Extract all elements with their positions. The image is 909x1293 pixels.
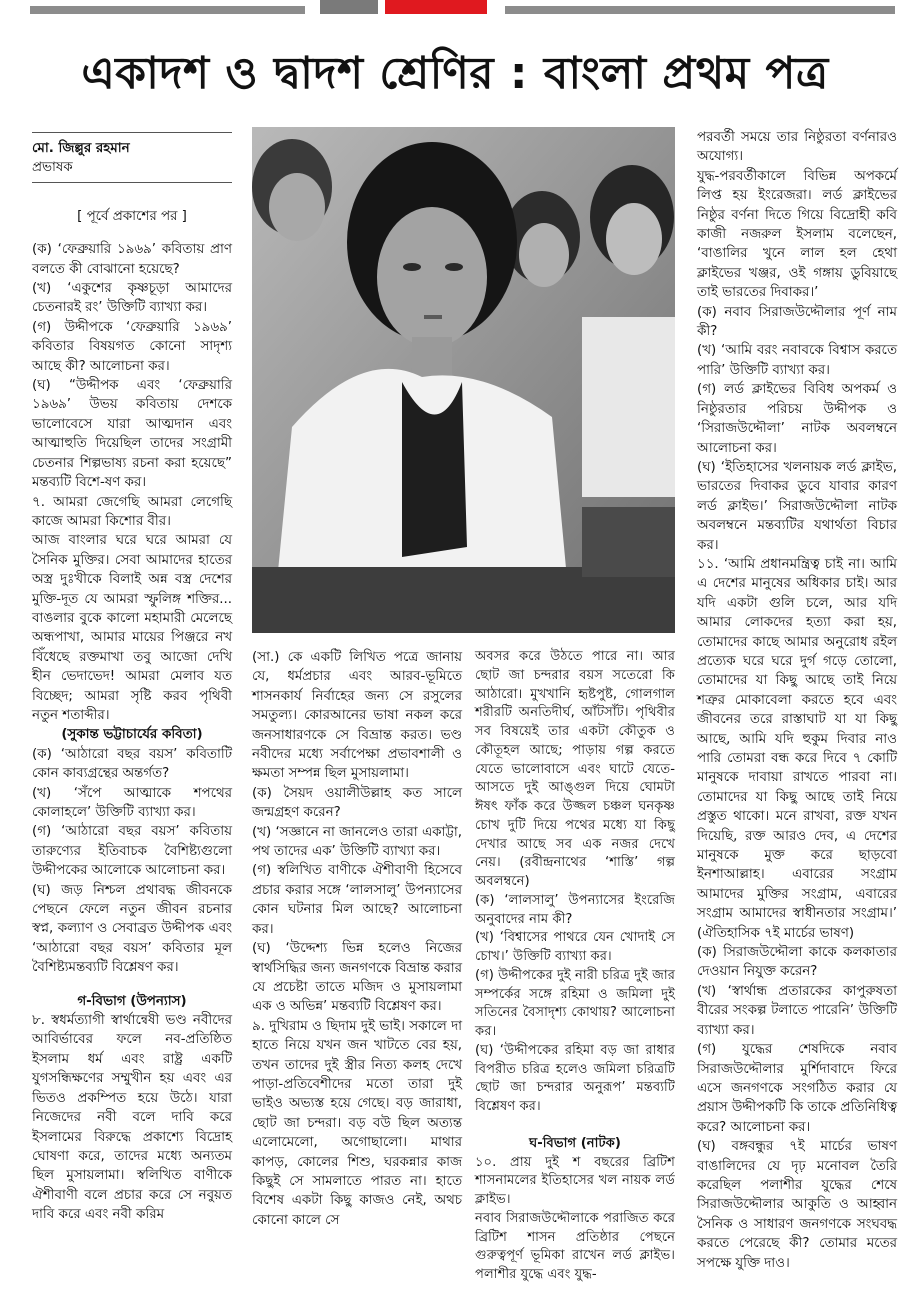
paragraph: ১০. প্রায় দুই শ বছরের ব্রিটিশ শাসনামলের ইতিহাসের খল নায়ক লর্ড ক্লাইভ। <box>475 1154 675 1207</box>
paragraph: (ক) সৈয়দ ওয়ালীউল্লাহ কত সালে জন্মগ্রহণ করেন? <box>252 785 462 821</box>
paragraph: পরবর্তী সময়ে তার নিষ্ঠুরতা বর্ণনারও অযোগ্য। <box>697 130 897 165</box>
paragraph: (খ) ‘বিশ্বাসের পাথরে যেন খোদাই সে চোখ।’ উক্তিটি ব্যাখ্যা কর। <box>475 930 675 964</box>
paragraph: (ঘ) ‘উদ্দীপকের রহিমা বড় জা রাধার বিপরীত চরিত্র হলেও জমিলা চরিত্রটি ছোট জা চন্দরার অনুরূপ’ মন্তব্যটি বিশ্লেষণ কর। <box>475 1042 675 1114</box>
column-2 <box>252 648 462 1230</box>
paragraph: যুদ্ধ-পরবর্তীকালে বিভিন্ন অপকর্মে লিপ্ত হয় ইংরেজরা। লর্ড ক্লাইভের নিষ্ঠুর বর্ণনা দিতে গিয়ে বিদ্রোহী কবি কাজী নজরুল ইসলাম বলেছেন, ‘বাঙালির খুনে লাল হল হেথা ক্লাইভের খঞ্জর, ওই গঙ্গায় ডুবিয়াছে তাই ভারতের দিবাকর।’ <box>697 168 897 301</box>
divider <box>32 182 232 183</box>
paragraph: (ক) সিরাজউদ্দৌলা কাকে কলকাতার দেওয়ান নিযুক্ত করেন? <box>697 945 897 980</box>
paragraph: ৯. দুখিরাম ও ছিদাম দুই ভাই। সকালে দা হাতে নিয়ে যখন জন খাটতে বের হয়, তখন তাদের দুই স্ত্রীর নিত্য কলহ দেখে পাড়া-প্রতিবেশীদের মতো তারা দুই ভাইও অভ্যস্ত হয়ে গেছে। বড় জারাধা, ছোট জা চন্দরা। বড় বউ ছিল অত্যন্ত এলোমেলো, অগোছালো। মাথার কাপড়, কোলের শিশু, ঘরকন্নার কাজ কিছুই সে সামলাতে পারত না। হাতে বিশেষ একটা কিছু কাজও নেই, অথচ কোনো কালে সে <box>252 1018 462 1228</box>
column-1 <box>32 132 232 1225</box>
paragraph: অবসর করে উঠতে পারে না। আর ছোট জা চন্দরার বয়স সতেরো কি আঠারো। মুখখানি হৃষ্টপুষ্ট, গোলগাল শরীরটি অনতিদীর্ঘ, আঁটসাঁট। পৃথিবীর সব বিষয়েই তার একটা কৌতুক ও কৌতূহল আছে; পাড়ায় গল্প করতে যেতে ভালোবাসে এবং ঘাটে যেতে-আসতে দুই আঙ্গুল দিয়ে ঘোমটা ঈষৎ ফাঁক করে উজ্জল চঞ্চল ঘনকৃষ্ণ চোখ দুটি দিয়ে পথের মধ্যে যা কিছু দেখার আছে সব এক নজর দেখে নেয়। (রবীন্দ্রনাথের ‘শাস্তি’ গল্প অবলম্বনে) <box>475 649 675 889</box>
top-banner <box>0 0 909 16</box>
paragraph: (গ) উদ্দীপকের দুই নারী চরিত্র দুই জার সম্পর্কের সঙ্গে রহিমা ও জমিলা দুই সতিনের বৈসাদৃশ্য কোথায়? আলোচনা কর। <box>475 967 675 1039</box>
author-designation: প্রভাষক <box>32 160 73 176</box>
paragraph: ৮. স্বধর্মত্যাগী স্বার্থান্বেষী ভণ্ড নবীদের আবির্ভাবের ফলে নব-প্রতিষ্ঠিত ইসলাম ধর্ম এবং রাষ্ট্র একটি যুগসন্ধিক্ষণের সম্মুখীন হয় এবং এর ভিতও প্রকম্পিত হয়ে উঠে। যারা নিজেদের নবী বলে দাবি করে ইসলামের বিরুদ্ধে প্রকাশ্যে বিদ্রোহ ঘোষণা করে, তাদের মধ্যে অন্যতম ছিল মুসায়লামা। স্বলিখিত বাণীকে ঐশীবাণী বলে প্রচার করে সে নবুয়ত দাবি করে এবং নবী করিম <box>32 1013 232 1223</box>
paragraph: (খ) ‘স্বার্থান্ধ প্রতারকের কাপুরুষতা বীরের সংকল্প টলাতে পারেনি’ উক্তিটি ব্যাখ্যা কর। <box>697 983 897 1038</box>
section-heading: (সুকান্ত ভট্টাচার্যের কবিতা) <box>61 727 203 743</box>
article-photo <box>252 127 675 633</box>
section-heading: ঘ-বিভাগ (নাটক) <box>529 1135 621 1151</box>
paragraph: (ক) নবাব সিরাজউদ্দৌলার পূর্ণ নাম কী? <box>697 304 897 340</box>
paragraph: (খ) ‘একুশের কৃষ্ণচূড়া আমাদের চেতনারই রং’ উক্তিটি ব্যাখ্যা কর। <box>32 281 232 316</box>
continued-note: [ পূর্বে প্রকাশের পর ] <box>77 208 187 224</box>
section-heading: গ-বিভাগ (উপন্যাস) <box>77 993 187 1009</box>
paragraph: (গ) ‘আঠারো বছর বয়স’ কবিতায় তারুণ্যের ইতিবাচক বৈশিষ্ট্যগুলো উদ্দীপকের আলোকে আলোচনা কর। <box>32 824 232 879</box>
author-name: মো. জিল্লুর রহমান <box>32 141 130 156</box>
paragraph: ১১. ‘আমি প্রধানমন্ত্রিত্ব চাই না। আমি এ দেশের মানুষের অধিকার চাই। আর যদি একটা গুলি চলে, আর যদি আমার লোকদের হত্যা করা হয়, তোমাদের কাছে আমার অনুরোধ রইল প্রত্যেক ঘরে ঘরে দুর্গ গড়ে তোলো, তোমাদের যা কিছু আছে তাই নিয়ে শত্রুর মোকাবেলা করতে হবে এবং জীবনের তরে রাস্তাঘাট যা যা কিছু আছে, আমি যদি হুকুম দিবার নাও পারি তোমরা বন্ধ করে দিবে ৭ কোটি মানুষকে দাবায়া রাখতে পারবা না। তোমাদের যা কিছু আছে তাই নিয়ে প্রস্তুত থাকো। মনে রাখবা, রক্ত যখন দিয়েছি, রক্ত আরও দেব, এ দেশের মানুষকে মুক্ত করে ছাড়বো ইনশাআল্লাহ। এবারের সংগ্রাম আমাদের মুক্তির সংগ্রাম, এবারের সংগ্রাম আমাদের স্বাধীনতার সংগ্রাম।’ (ঐতিহাসিক ৭ই মার্চের ভাষণ) <box>697 556 897 941</box>
paragraph: (ঘ) “উদ্দীপক এবং ‘ফেব্রুয়ারি ১৯৬৯’ উভয় কবিতায় দেশকে ভালোবেসে যারা আত্মদান এবং আত্মাহুতি দিয়েছিল তাদের সংগ্রামী চেতনার শিল্পভাষ্য রচনা করা হয়েছে” মন্তব্যটি বিশে-ষণ কর। <box>32 378 232 491</box>
paragraph: (ক) ‘লালসালু’ উপন্যাসের ইংরেজি অনুবাদের নাম কী? <box>475 892 675 927</box>
paragraph: (ঘ) ‘ইতিহাসের খলনায়ক লর্ড ক্লাইভ, ভারতের দিবাকর ডুবে যাবার কারণ লর্ড ক্লাইভ।’ সিরাজউদ্দৌলা নাটক অবলম্বনে মন্তব্যটির যথার্থতা বিচার কর। <box>697 459 897 553</box>
paragraph: (গ) উদ্দীপকে ‘ফেব্রুয়ারি ১৯৬৯’ কবিতার বিষয়গত কোনো সাদৃশ্য আছে কী? আলোচনা কর। <box>32 319 232 374</box>
paragraph: (খ) ‘আমি বরং নবাবকে বিশ্বাস করতে পারি’ উক্তিটি ব্যাখ্যা কর। <box>697 343 897 378</box>
section-tab-red <box>385 0 487 14</box>
paragraph: (ঘ) বঙ্গবন্ধুর ৭ই মার্চের ভাষণ বাঙালিদের যে দৃঢ় মনোবল তৈরি করেছিল পলাশীর যুদ্ধের শেষে সিরাজউদ্দৌলার আকুতি ও আহ্বান সৈনিক ও সাধারণ জনগণকে সংঘবদ্ধ করতে পেরেছে কী? তোমার মতের সপক্ষে যুক্তি দাও। <box>697 1139 897 1271</box>
paragraph: (গ) লর্ড ক্লাইভের বিবিধ অপকর্ম ও নিষ্ঠুরতার পরিচয় উদ্দীপক ও ‘সিরাজউদ্দৌলা’ নাটক অবলম্বনে আলোচনা কর। <box>697 382 897 456</box>
paragraph: (ঘ) ‘উদ্দেশ্য ভিন্ন হলেও নিজের স্বার্থসিদ্ধির জন্য জনগণকে বিভ্রান্ত করার যে প্রচেষ্টা তাতে মজিদ ও মুসায়লামা এক ও অভিন্ন’ মন্তব্যটি বিশ্লেষণ কর। <box>252 941 462 1015</box>
paragraph: (গ) যুদ্ধের শেষদিকে নবাব সিরাজউদ্দৌলার মুর্শিদাবাদে ফিরে এসে জনগণকে সংগঠিত করার যে প্রয়াস উদ্দীপকটি কি তাকে প্রতিনিধিত্ব করে? আলোচনা কর। <box>697 1042 897 1135</box>
paragraph: (ক) ‘ফেব্রুয়ারি ১৯৬৯’ কবিতায় প্রাণ বলতে কী বোঝানো হয়েছে? <box>32 242 232 277</box>
paragraph: (খ) ‘সজ্ঞানে না জানলেও তারা একাট্টা, পথ তাদের এক’ উক্তিটি ব্যাখ্যা কর। <box>252 824 462 860</box>
paragraph: (খ) ‘সঁপে আত্মাকে শপথের কোলাহলে’ উক্তিটি ব্যাখ্যা কর। <box>32 785 232 820</box>
paragraph: নবাব সিরাজউদ্দৌলাকে পরাজিত করে ব্রিটিশ শাসন প্রতিষ্ঠার পেছনে গুরুত্বপূর্ণ ভূমিকা রাখেন লর্ড ক্লাইভ। পলাশীর যুদ্ধে এবং যুদ্ধ- <box>475 1210 675 1282</box>
paragraph: (গ) স্বলিখিত বাণীকে ঐশীবাণী হিসেবে প্রচার করার সঙ্গে ‘লালসালু’ উপন্যাসের কোন ঘটনার মিল আছে? আলোচনা কর। <box>252 863 462 937</box>
page-number-tab <box>320 0 378 14</box>
paragraph: (সা.) কে একটি লিখিত পত্রে জানায় যে, ধর্মপ্রচার এবং আরব-ভূমিতে শাসনকার্য নির্বাহের জন্য সে রসুলের সমতুল্য। কোরআনের ভাষা নকল করে জনসাধারণকে সে বিভ্রান্ত করত। ভণ্ড নবীদের মধ্যে সর্বাপেক্ষা প্রভাবশালী ও ক্ষমতা সম্পন্ন ছিল মুসায়লামা। <box>252 650 462 782</box>
poem-text: আজ বাংলার ঘরে ঘরে আমরা যে সৈনিক মুক্তির। সেবা আমাদের হাতের অস্ত্র দুঃখীকে বিলাই অন্ন বস্ত্র দেশের মুক্তি-দূত যে আমরা স্ফুলিঙ্গ শক্তির... বাঙলার বুকে কালো মহামারী মেলেছে অন্ধপাখা, আমার মায়ের পিঞ্জরে নখ বিঁধেছে রক্তমাখা তবু আজো দেখি হীন ভেদাভেদ! আমরা মেলাব যত বিচ্ছেদ; আমরা সৃষ্টি করব পৃথিবী নতুন শতাব্দীর। <box>32 533 232 723</box>
divider <box>32 132 232 133</box>
paragraph: (ক) ‘আঠারো বছর বয়স’ কবিতাটি কোন কাব্যগ্রন্থের অন্তর্গত? <box>32 746 232 782</box>
paragraph: ৭. আমরা জেগেছি আমরা লেগেছি কাজে আমরা কিশোর বীর। <box>32 494 232 529</box>
paragraph: (ঘ) জড় নিশ্চল প্রথাবদ্ধ জীবনকে পেছনে ফেলে নতুন জীবন রচনার স্বপ্ন, কল্যাণ ও সেবাব্রত উদ্দীপক এবং ‘আঠারো বছর বয়স’ কবিতার মূল বৈশিষ্ট্যমন্তব্যটি বিশ্লেষণ কর। <box>32 882 232 976</box>
column-3 <box>475 648 675 1285</box>
column-4 <box>697 128 897 1273</box>
photo-students-icon <box>252 127 675 633</box>
headline: একাদশ ও দ্বাদশ শ্রেণির : বাংলা প্রথম পত্র <box>81 48 829 99</box>
banner-rule-right <box>505 6 895 14</box>
banner-rule-left <box>30 6 305 14</box>
